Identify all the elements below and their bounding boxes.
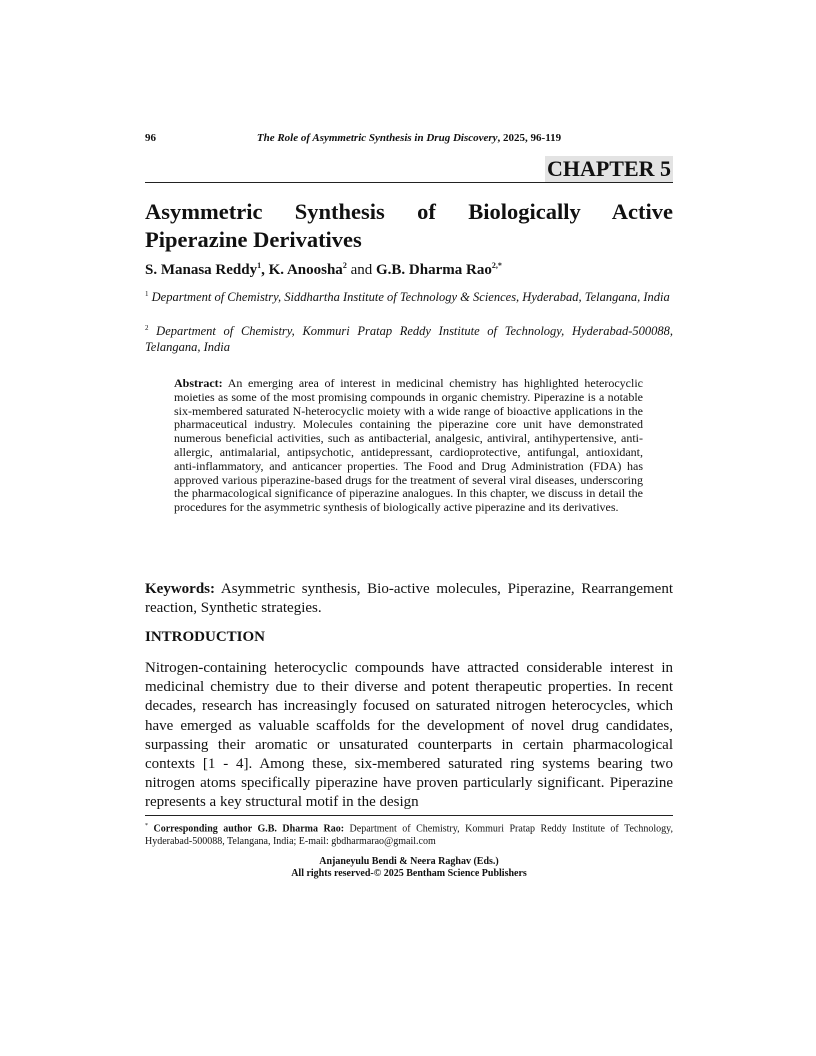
chapter-divider (145, 182, 673, 183)
footnote-divider (145, 815, 673, 816)
publisher-info (145, 856, 673, 880)
chapter-title (145, 198, 673, 254)
abstract (174, 377, 643, 515)
introduction-heading: INTRODUCTION (145, 629, 266, 645)
affiliation-2-text: Department of Chemistry, Kommuri Pratap Reddy Institute of Technology, Hyderabad-500088, Telangana, India (145, 324, 673, 355)
chapter-title-line-1: Asymmetric Synthesis of Biologically Active (145, 199, 673, 224)
affiliation-1-text: Department of Chemistry, Siddhartha Institute of Technology & Sciences, Hyderabad, Telangana, India (148, 290, 670, 305)
keywords-text: Asymmetric synthesis, Bio-active molecules, Piperazine, Rearrangement reaction, Synthetic strategies. (145, 581, 673, 616)
author-separator-and: and (346, 262, 376, 278)
journal-title: The Role of Asymmetric Synthesis in Drug Discovery (256, 132, 498, 144)
document-page (145, 0, 673, 1056)
chapter-label: CHAPTER 5 (546, 156, 671, 181)
page-number: 96 (145, 132, 156, 144)
chapter-title-line-2: Piperazine Derivatives (145, 227, 362, 252)
footnote-label: Corresponding author G.B. Dharma Rao: (148, 823, 345, 835)
author-list (145, 262, 502, 279)
footnote-text: Department of Chemistry, Kommuri Pratap Reddy Institute of Technology, Hyderabad-500088, Telangana, India; E-mail: gbdharmarao@gmail.com (145, 823, 673, 847)
keywords (145, 580, 673, 618)
affiliation-1 (145, 286, 673, 305)
author-separator: , (261, 262, 269, 278)
abstract-text: An emerging area of interest in medicinal chemistry has highlighted heterocyclic moieties as some of the most promising compounds in organic chemistry. Piperazine is a notable six-membered saturated N-heterocyclic moiety with a wide range of bioactive applications in the pharmaceutical industry. Molecules containing the piperazine core unit have demonstrated numerous beneficial activities, such as antibacterial, analgesic, antiviral, antihypertensive, anti-allergic, antimalarial, antipsychotic, antidepressant, cardioprotective, antifungal, antioxidant, anti-inflammatory, and anticancer properties. The Food and Drug Administration (FDA) has approved various piperazine-based drugs for the treatment of several viral diseases, underscoring the pharmacological significance of piperazine analogues. In this chapter, we discuss in detail the procedures for the asymmetric synthesis of biologically active piperazine and its derivatives. (174, 376, 643, 515)
affiliation-1-marker: 1 (145, 290, 149, 298)
footnote-marker: * (145, 823, 148, 829)
introduction-paragraph: Nitrogen-containing heterocyclic compounds have attracted considerable interest in medicinal chemistry due to their diverse and potent therapeutic properties. In recent decades, research has increasingly focused on saturated nitrogen heterocycles, which have emerged as valuable scaffolds for the development of novel drug candidates, surpassing their aromatic or unsaturated counterparts in certain pharmacological contexts [1 - 4]. Among these, six-membered saturated ring systems bearing two nitrogen atoms specifically piperazine have proven particularly significant. Piperazine represents a key structural motif in the design (145, 660, 673, 811)
author-3-affil: 2,* (491, 261, 502, 270)
footnote (145, 820, 673, 848)
author-2-affil: 2 (342, 261, 347, 270)
author-2: K. Anoosha (268, 262, 343, 278)
journal-citation (145, 132, 673, 144)
affiliation-2-marker: 2 (145, 324, 149, 332)
affiliation-2 (145, 320, 673, 355)
abstract-label: Abstract: (174, 376, 223, 390)
rights-line: All rights reserved-© 2025 Bentham Science Publishers (291, 868, 527, 879)
journal-suffix: , 2025, 96-119 (497, 132, 562, 144)
editors-line: Anjaneyulu Bendi & Neera Raghav (Eds.) (319, 856, 499, 867)
author-1-affil: 1 (257, 261, 262, 270)
keywords-label: Keywords: (145, 581, 215, 597)
author-3: G.B. Dharma Rao (375, 262, 492, 278)
author-1: S. Manasa Reddy (145, 262, 258, 278)
